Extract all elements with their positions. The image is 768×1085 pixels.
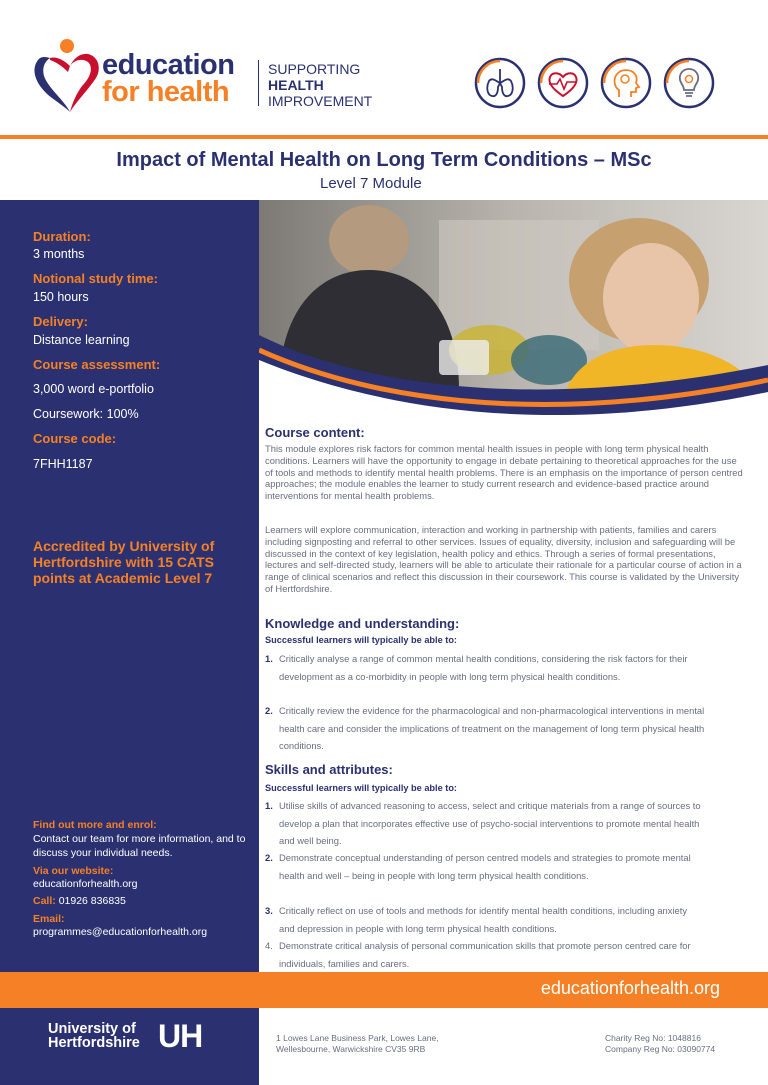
brain-head-icon — [600, 57, 652, 109]
assessment-value-portfolio: 3,000 word e-portfolio — [33, 382, 154, 396]
list-item — [265, 937, 743, 972]
phone-line — [33, 895, 126, 907]
header — [0, 0, 768, 135]
list-text: Demonstrate conceptual understanding of person centred models and strategies to promote mental health and well – being in people with long term physical health conditions. — [279, 852, 691, 881]
assessment-label: Course assessment: — [33, 357, 161, 372]
phone-link[interactable]: 01926 836835 — [58, 895, 126, 907]
list-text: Critically reflect on use of tools and methods for identify mental health conditions, including anxiety and depression in people with long term physical health conditions. — [279, 905, 688, 934]
knowledge-subheading: Successful learners will typically be able to: — [265, 635, 457, 645]
tagline-health: HEALTH — [268, 77, 324, 93]
university-logo — [0, 1008, 259, 1085]
list-number: 4. — [265, 940, 273, 951]
logo-line-for-health: for health — [102, 76, 230, 108]
sidebar — [0, 200, 259, 972]
course-code-label: Course code: — [33, 431, 117, 446]
footer-orange-band-left — [0, 972, 259, 1008]
website-link[interactable]: educationforhealth.org — [33, 878, 138, 890]
website-label: Via our website: — [33, 865, 114, 877]
course-content-paragraph-2: Learners will explore communication, interaction and working in partnership with patients, families and carers including signposting and referral to other services. Issues of equality, diversity, inclusion and safeguarding will be discussed in the context of key legislation, health policy and ethics. Through a series of formal presentations, lectures and self-directed study, learners will be able to articulate their rationale for a particular course of action in a range of clinical scenarios and reflect this discussion in their coursework. This course is validated by the University of Hertfordshire. — [265, 524, 742, 594]
footer — [0, 1008, 768, 1085]
list-number: 2. — [265, 852, 273, 863]
list-number: 1. — [265, 800, 273, 811]
course-content-paragraph-1: This module explores risk factors for common mental health issues in people with long term physical health conditions. Learners will have the opportunity to engage in debate pertaining to theoretical approaches for the use of tools and methods to identify mental health problems. There is an emphasis on the importance of person centred approaches; the module enables the learner to study current research and evidence-based practice around interventions for mental health problems. — [265, 443, 743, 502]
address-line2: Wellesbourne, Warwickshire CV35 9RB — [276, 1044, 426, 1054]
page-subtitle: Level 7 Module — [320, 175, 422, 192]
charity-reg: Charity Reg No: 1048816 — [605, 1033, 701, 1043]
list-item — [265, 902, 743, 937]
accreditation-statement: Accredited by University of Hertfordshire with 15 CATS points at Academic Level 7 — [33, 538, 215, 586]
list-item — [265, 797, 743, 850]
list-text: Critically review the evidence for the pharmacological and non-pharmacological interventions in mental health care and consider the implications of treatment on the management of long term physical health conditions. — [279, 705, 705, 751]
email-label: Email: — [33, 913, 65, 925]
lightbulb-gear-icon — [663, 57, 715, 109]
list-number: 2. — [265, 705, 273, 716]
logo-line-education: education — [102, 49, 235, 81]
study-time-value: 150 hours — [33, 290, 89, 304]
knowledge-heading: Knowledge and understanding: — [265, 616, 460, 631]
skills-subheading: Successful learners will typically be able to: — [265, 783, 457, 793]
education-for-health-logo-mark-icon — [30, 38, 105, 113]
logo-divider — [258, 60, 259, 106]
university-name — [48, 1022, 140, 1050]
list-text: Demonstrate critical analysis of personal communication skills that promote person centred care for individuals, families and carers. — [279, 940, 691, 969]
address — [276, 1033, 439, 1055]
list-text: Critically analyse a range of common mental health conditions, considering the risk factors for their development as a co-morbidity in people with long term physical health conditions. — [279, 653, 688, 682]
list-item — [265, 650, 743, 685]
university-uh-mark: UH — [158, 1018, 203, 1054]
list-text: Utilise skills of advanced reasoning to access, select and critique materials from a range of sources to develop a plan that incorporates effective use of psycho-social interventions to promote mental health and well being. — [279, 800, 701, 846]
registration-numbers — [605, 1033, 715, 1055]
enrol-text: Contact our team for more information, and to discuss your individual needs. — [33, 833, 246, 859]
footer-website-link[interactable]: educationforhealth.org — [540, 978, 720, 998]
heart-rate-icon — [537, 57, 589, 109]
enrol-label: Find out more and enrol: — [33, 819, 157, 831]
email-link[interactable]: programmes@educationforhealth.org — [33, 926, 208, 938]
hero-photo — [259, 200, 768, 425]
duration-label: Duration: — [33, 229, 91, 244]
footer-orange-band — [259, 972, 768, 1008]
logo-wordmark — [102, 49, 235, 108]
title-band — [0, 139, 768, 199]
address-line1: 1 Lowes Lane Business Park, Lowes Lane, — [276, 1033, 439, 1043]
delivery-label: Delivery: — [33, 314, 88, 329]
study-time-label: Notional study time: — [33, 271, 158, 286]
tagline-improvement: IMPROVEMENT — [268, 93, 373, 109]
tagline-supporting: SUPPORTING — [268, 61, 361, 77]
company-reg: Company Reg No: 03090774 — [605, 1044, 716, 1054]
course-code-value: 7FHH1187 — [33, 457, 93, 471]
skills-heading: Skills and attributes: — [265, 762, 393, 777]
call-label: Call: — [33, 895, 56, 907]
lungs-icon — [474, 57, 526, 109]
list-item — [265, 849, 743, 884]
list-item — [265, 702, 743, 755]
course-content-heading: Course content: — [265, 425, 365, 440]
delivery-value: Distance learning — [33, 333, 130, 347]
university-name-line2: Hertfordshire — [48, 1035, 140, 1051]
list-number: 1. — [265, 653, 273, 664]
list-number: 3. — [265, 905, 273, 916]
assessment-value-coursework: Coursework: 100% — [33, 407, 139, 421]
duration-value: 3 months — [33, 247, 85, 261]
tagline — [268, 61, 372, 109]
university-name-line1: University of — [48, 1021, 136, 1037]
page-title: Impact of Mental Health on Long Term Conditions – MSc — [116, 149, 652, 171]
